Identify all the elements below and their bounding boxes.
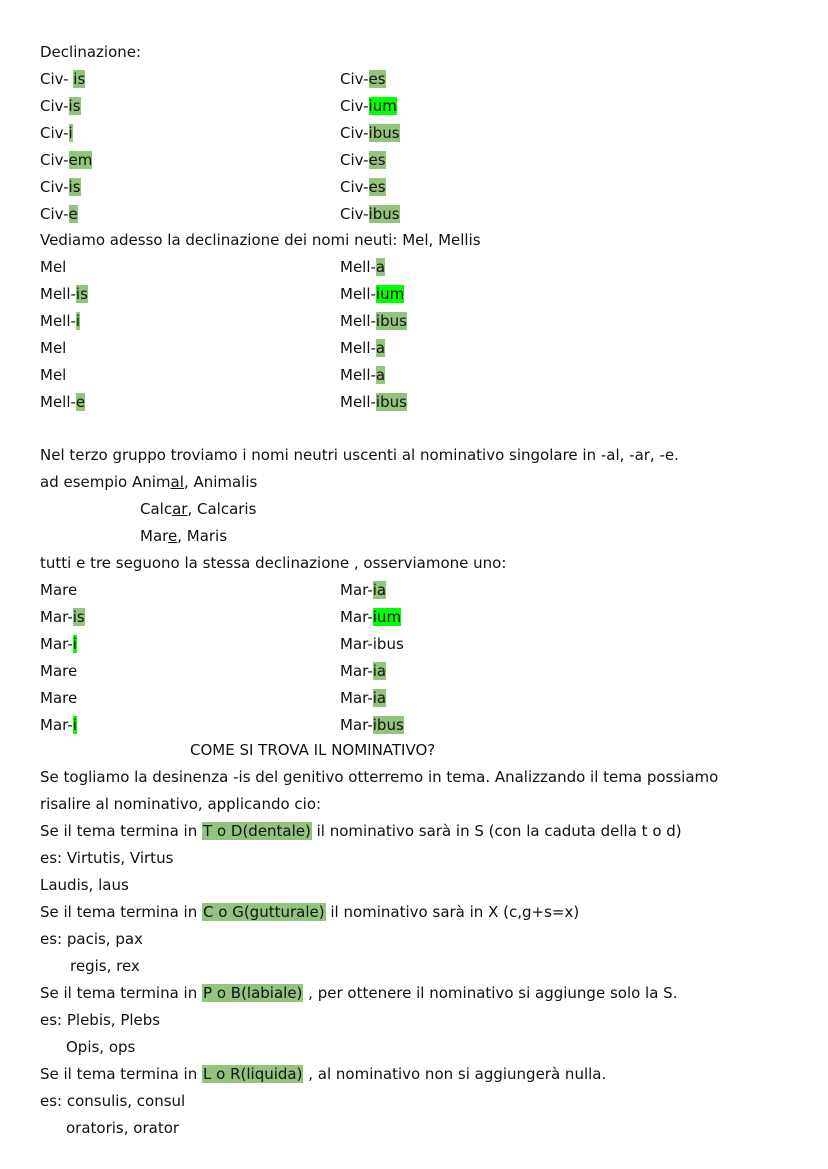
declension-form: Mell-ium — [340, 285, 405, 303]
third-group-text: Nel terzo gruppo troviamo i nomi neutri uscenti al nominativo singolare in -al, -ar, -e. — [40, 446, 679, 464]
declension-form: Civ-es — [340, 151, 386, 169]
neuter-intro: Vediamo adesso la declinazione dei nomi neuti: Mel, Mellis — [40, 231, 481, 249]
rule-liquida: Se il tema termina in L o R(liquida) , al nominativo non si aggiungerà nulla. — [40, 1065, 607, 1083]
declension-form: Civ-ibus — [340, 124, 400, 142]
declension-form: Civ-is — [40, 178, 81, 196]
example-line: es: consulis, consul — [40, 1092, 186, 1110]
declension-form: Mel — [40, 366, 67, 384]
declension-form: Mare — [40, 689, 78, 707]
declension-form: Mell-e — [40, 393, 86, 411]
declension-form: Mel — [40, 258, 67, 276]
declension-form: Mell-a — [340, 339, 386, 357]
section-heading: Declinazione: — [40, 43, 142, 61]
declension-form: Mar-ia — [340, 689, 387, 707]
declension-form: Mare — [40, 581, 78, 599]
declension-form: Mar-ibus — [340, 635, 404, 653]
declension-form: Civ-is — [40, 97, 81, 115]
declension-form: Mare — [40, 662, 78, 680]
paragraph-line-2: risalire al nominativo, applicando cio: — [40, 795, 322, 813]
example-line: Laudis, laus — [40, 876, 129, 894]
declension-form: Mell-a — [340, 258, 386, 276]
example-line: Opis, ops — [66, 1038, 136, 1056]
example-mare: Mare, Maris — [140, 527, 228, 545]
declension-form: Mar-is — [40, 608, 85, 626]
declension-form: Civ-e — [40, 205, 78, 223]
declension-form: Mar-ium — [340, 608, 402, 626]
declension-form: Civ-em — [40, 151, 93, 169]
example-line: oratoris, orator — [66, 1119, 180, 1137]
same-declension-text: tutti e tre seguono la stessa declinazione , osserviamone uno: — [40, 554, 507, 572]
declension-form: Mell-i — [40, 312, 81, 330]
declension-form: Civ-ibus — [340, 205, 400, 223]
declension-form: Civ-es — [340, 70, 386, 88]
declension-form: Mell-ibus — [340, 312, 407, 330]
declension-form: Civ-i — [40, 124, 73, 142]
rule-dentale: Se il tema termina in T o D(dentale) il nominativo sarà in S (con la caduta della t o d) — [40, 822, 682, 840]
declension-form: Mell-a — [340, 366, 386, 384]
example-animal: ad esempio Animal, Animalis — [40, 473, 258, 491]
declension-form: Civ- is — [40, 70, 86, 88]
rule-gutturale: Se il tema termina in C o G(gutturale) il nominativo sarà in X (c,g+s=x) — [40, 903, 580, 921]
declension-form: Mar-ibus — [340, 716, 404, 734]
declension-form: Civ-es — [340, 178, 386, 196]
declension-form: Mel — [40, 339, 67, 357]
declension-form: Mell-is — [40, 285, 88, 303]
example-calcar: Calcar, Calcaris — [140, 500, 257, 518]
rule-labiale: Se il tema termina in P o B(labiale) , per ottenere il nominativo si aggiunge solo la S. — [40, 984, 678, 1002]
declension-form: Mar-i — [40, 716, 77, 734]
declension-form: Mar-i — [40, 635, 77, 653]
declension-form: Mar-ia — [340, 662, 387, 680]
example-line: es: pacis, pax — [40, 930, 143, 948]
declension-form: Mell-ibus — [340, 393, 407, 411]
declension-form: Mar-ia — [340, 581, 387, 599]
example-line: regis, rex — [70, 957, 140, 975]
paragraph-line-1: Se togliamo la desinenza -is del genitivo otterremo in tema. Analizzando il tema possiamo — [40, 768, 719, 786]
example-line: es: Virtutis, Virtus — [40, 849, 174, 867]
nominative-title: COME SI TROVA IL NOMINATIVO? — [190, 741, 436, 759]
example-line: es: Plebis, Plebs — [40, 1011, 161, 1029]
declension-form: Civ-ium — [340, 97, 397, 115]
